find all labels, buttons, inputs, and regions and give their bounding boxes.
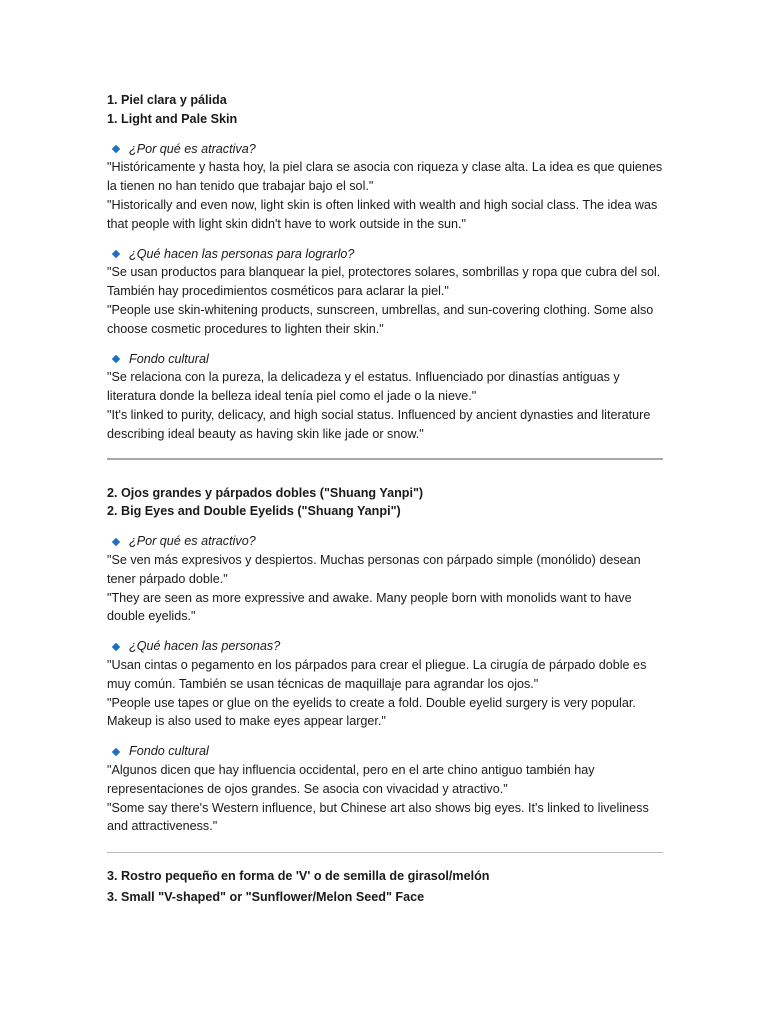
- paragraph-en: "Historically and even now, light skin is often linked with wealth and high social class. The idea was that people with light skin didn't have to work outside in the sun.": [107, 197, 658, 231]
- diamond-bullet-icon: [112, 145, 120, 153]
- paragraph-en: "They are seen as more expressive and awake. Many people born with monolids want to have double eyelids.": [107, 590, 632, 624]
- subsection-cultural-background: [107, 742, 663, 836]
- subsection-label: ¿Qué hacen las personas?: [129, 639, 281, 654]
- diamond-bullet-icon: [112, 747, 120, 755]
- section-divider: [107, 852, 663, 853]
- paragraph-es: "Se relaciona con la pureza, la delicadeza y el estatus. Influenciado por dinastías antiguas y literatura donde la belleza ideal tenía piel como el jade o la nieve.": [107, 370, 620, 404]
- paragraph-es: "Usan cintas o pegamento en los párpados para crear el pliegue. La cirugía de párpado doble es muy común. También se usan técnicas de maquillaje para agrandar los ojos.": [107, 657, 647, 691]
- paragraph-en: "People use skin-whitening products, sunscreen, umbrellas, and sun-covering clothing. Some also choose cosmetic procedures to lighten their skin.": [107, 302, 654, 336]
- section-big-eyes: [107, 484, 663, 837]
- paragraph-es: "Históricamente y hasta hoy, la piel clara se asocia con riqueza y clase alta. La idea es que quienes la tienen no han tenido que trabajar bajo el sol.": [107, 160, 663, 194]
- paragraph-en: "People use tapes or glue on the eyelids to create a fold. Double eyelid surgery is very popular. Makeup is also used to make eyes appear larger.": [107, 695, 636, 729]
- diamond-bullet-icon: [112, 250, 120, 258]
- section-title-es: 2. Ojos grandes y párpados dobles ("Shuang Yanpi"): [107, 485, 424, 500]
- subsection-label: ¿Por qué es atractivo?: [129, 534, 256, 549]
- subsection-why-attractive: [107, 140, 663, 234]
- subsection-label: Fondo cultural: [129, 351, 209, 366]
- section-v-shaped-face: [107, 867, 663, 907]
- section-title-en: 1. Light and Pale Skin: [107, 111, 238, 126]
- subsection-what-people-do: [107, 637, 663, 731]
- section-title-es: 1. Piel clara y pálida: [107, 93, 227, 107]
- subsection-cultural-background: [107, 350, 663, 444]
- subsection-label: ¿Qué hacen las personas para lograrlo?: [129, 246, 355, 261]
- diamond-bullet-icon: [112, 642, 120, 650]
- paragraph-es: "Algunos dicen que hay influencia occidental, pero en el arte chino antiguo también hay representaciones de ojos grandes. Se asocia con vivacidad y atractivo.": [107, 762, 595, 796]
- section-divider: [107, 458, 663, 460]
- document-page: [107, 91, 663, 907]
- diamond-bullet-icon: [112, 355, 120, 363]
- section-light-skin: [107, 91, 663, 444]
- section-title-es: 3. Rostro pequeño en forma de 'V' o de semilla de girasol/melón: [107, 869, 490, 884]
- subsection-label: ¿Por qué es atractiva?: [129, 141, 256, 156]
- section-title-en: 3. Small "V-shaped" or "Sunflower/Melon Seed" Face: [107, 889, 425, 904]
- diamond-bullet-icon: [112, 537, 120, 545]
- paragraph-es: "Se usan productos para blanquear la piel, protectores solares, sombrillas y ropa que cubra del sol. También hay procedimientos cosméticos para aclarar la piel.": [107, 265, 661, 299]
- subsection-why-attractive: [107, 532, 663, 626]
- paragraph-en: "Some say there's Western influence, but Chinese art also shows big eyes. It's linked to liveliness and attractiveness.": [107, 800, 649, 834]
- paragraph-en: "It's linked to purity, delicacy, and high social status. Influenced by ancient dynasties and literature describing ideal beauty as having skin like jade or snow.": [107, 407, 651, 441]
- subsection-what-people-do: [107, 245, 663, 339]
- paragraph-es: "Se ven más expresivos y despiertos. Muchas personas con párpado simple (monólido) desean tener párpado doble.": [107, 552, 641, 586]
- section-title-en: 2. Big Eyes and Double Eyelids ("Shuang Yanpi"): [107, 504, 401, 519]
- subsection-label: Fondo cultural: [129, 744, 209, 759]
